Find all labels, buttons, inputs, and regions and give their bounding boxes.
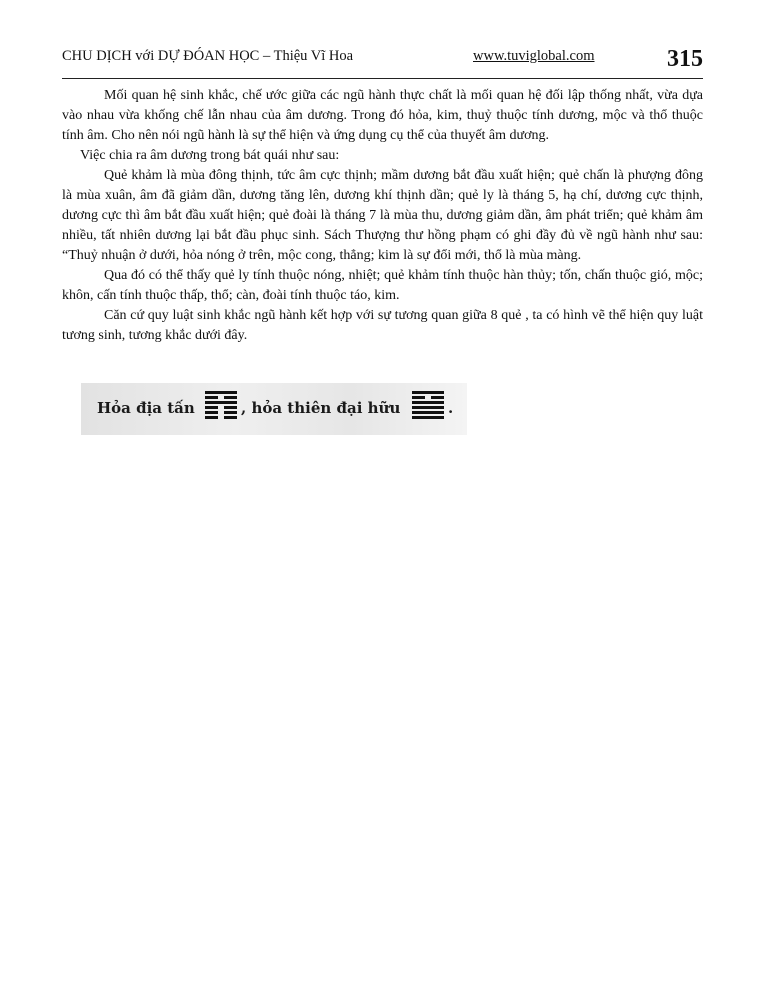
- figure-label-hoa-dia-tan: Hỏa địa tấn: [97, 399, 195, 417]
- figure-label-hoa-thien-dai-huu: , hỏa thiên đại hữu: [241, 399, 401, 417]
- website-link[interactable]: www.tuviglobal.com: [473, 48, 595, 64]
- yang-line: [412, 391, 444, 394]
- yin-line: [205, 406, 237, 409]
- hexagram-hoa-thien-dai-huu-icon: [412, 391, 444, 421]
- paragraph: Quẻ khảm là mùa đông thịnh, tức âm cực thịnh; mầm dương bắt đầu xuất hiện; quẻ chấn là phượng đông là mùa xuân, âm đã giảm dần, dương tăng lên, dương khí thịnh dần; quẻ ly là tháng 5, hạ chí, dương cực thịnh, dương cực thì âm bắt đầu xuất hiện; quẻ đoài là tháng 7 là mùa thu, dương giảm dần, âm phát triển; quẻ khảm âm nhiều, tất nhiên dương lại bắt đầu phục sinh. Sách Thượng thư hồng phạm có ghi đầy đủ về ngũ hành như sau: “Thuỷ nhuận ở dưới, hỏa nóng ở trên, mộc cong, thẳng; kim là sự đổi mới, thổ là mùa màng.: [62, 168, 703, 263]
- yin-line: [205, 416, 237, 419]
- yang-line: [412, 401, 444, 404]
- page-body: [62, 86, 703, 346]
- yang-line: [205, 391, 237, 394]
- paragraph: Qua đó có thể thấy quẻ ly tính thuộc nóng, nhiệt; quẻ khảm tính thuộc hàn thủy; tốn, chấn thuộc gió, mộc; khôn, cấn tính thuộc thấp, thổ; càn, đoài tính thuộc táo, kim.: [62, 268, 703, 303]
- yin-line: [205, 411, 237, 414]
- book-title: CHU DỊCH với DỰ ĐÓAN HỌC – Thiệu Vĩ Hoa: [62, 48, 354, 64]
- yang-line: [412, 411, 444, 414]
- page-header: [62, 42, 703, 79]
- paragraph: Mối quan hệ sinh khắc, chế ước giữa các ngũ hành thực chất là mối quan hệ đối lập thống nhất, vừa dựa vào nhau vừa khống chế lẫn nhau của âm dương. Trong đó hỏa, kim, thuỷ thuộc tính dương, mộc và thổ thuộc tính âm. Cho nên nói ngũ hành là sự thể hiện và ứng dụng cụ thể của thuyết âm dương.: [62, 88, 703, 143]
- page-number: 315: [667, 46, 703, 72]
- hexagram-figure: [81, 383, 467, 435]
- hexagram-hoa-dia-tan-icon: [205, 391, 237, 421]
- yang-line: [412, 416, 444, 419]
- yang-line: [412, 406, 444, 409]
- paragraph: Căn cứ quy luật sinh khắc ngũ hành kết hợp với sự tương quan giữa 8 quẻ , ta có hình vẽ thể hiện quy luật tương sinh, tương khắc dưới đây.: [62, 308, 703, 343]
- yin-line: [205, 396, 237, 399]
- paragraph: Việc chia ra âm dương trong bát quái như sau:: [80, 148, 340, 163]
- figure-period: .: [448, 399, 454, 417]
- yin-line: [412, 396, 444, 399]
- yang-line: [205, 401, 237, 404]
